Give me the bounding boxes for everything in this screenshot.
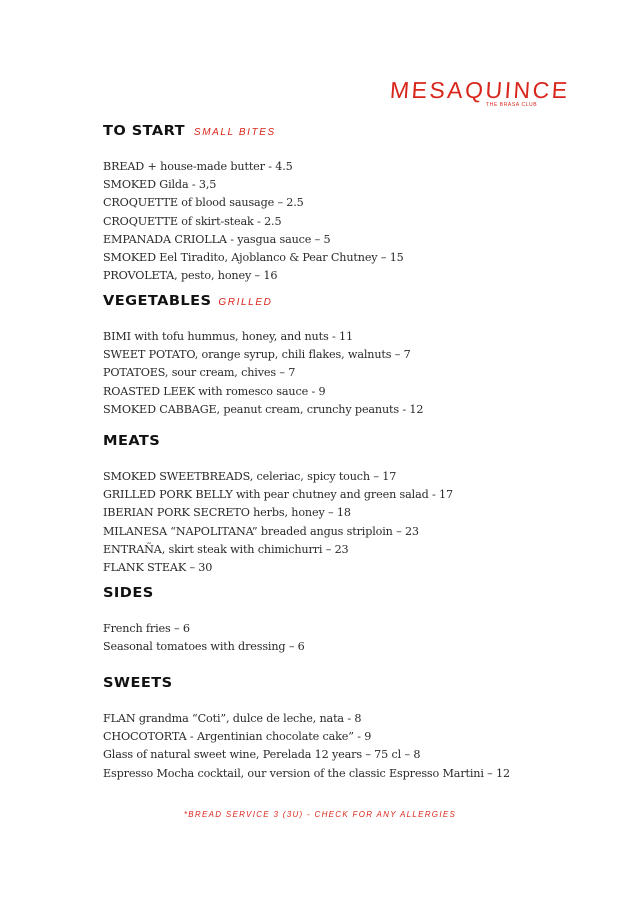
menu-item: French fries – 6 — [103, 622, 190, 635]
menu-item: FLANK STEAK – 30 — [103, 561, 213, 575]
menu-item-list — [103, 620, 305, 656]
menu-item: SMOKED Gilda - 3,5 — [103, 178, 217, 192]
menu-item-list — [103, 710, 510, 783]
menu-item: CHOCOTORTA - Argentinian chocolate cake” - 9 — [103, 730, 372, 744]
section-to-start — [103, 123, 404, 285]
brand-tagline: THE BRASA CLUB — [486, 102, 538, 108]
section-title: SWEETS — [103, 675, 173, 691]
menu-item: BREAD + house-made butter - 4.5 — [103, 160, 293, 173]
menu-item: SMOKED Eel Tiradito, Ajoblanco & Pear Chutney – 15 — [103, 251, 404, 265]
menu-item: CROQUETTE of blood sausage – 2.5 — [103, 196, 304, 210]
menu-item: CROQUETTE of skirt-steak - 2.5 — [103, 214, 282, 228]
menu-item: FLAN grandma “Coti”, dulce de leche, nata - 8 — [103, 712, 362, 725]
menu-item: SMOKED SWEETBREADS, celeriac, spicy touch – 17 — [103, 470, 397, 483]
brand-logo — [389, 77, 571, 108]
menu-item-list — [103, 468, 453, 577]
menu-item: GRILLED PORK BELLY with pear chutney and green salad - 17 — [103, 488, 453, 502]
menu-item: EMPANADA CRIOLLA - yasgua sauce – 5 — [103, 232, 331, 246]
menu-item-list — [103, 158, 404, 285]
section-title: MEATS — [103, 433, 161, 449]
section-subtitle: GRILLED — [218, 297, 273, 308]
section-header — [103, 433, 453, 453]
menu-item: Espresso Mocha cocktail, our version of the classic Espresso Martini – 12 — [103, 766, 510, 780]
menu-item: IBERIAN PORK SECRETO herbs, honey – 18 — [103, 506, 351, 520]
section-title: VEGETABLES — [103, 293, 212, 309]
section-header — [103, 585, 305, 605]
section-sweets — [103, 675, 510, 783]
section-subtitle: SMALL BITES — [193, 127, 276, 138]
menu-item: ENTRAÑA, skirt steak with chimichurri – 23 — [103, 542, 349, 556]
menu-item: Seasonal tomatoes with dressing – 6 — [103, 640, 305, 654]
menu-item: MILANESA “NAPOLITANA” breaded angus striploin – 23 — [103, 524, 419, 538]
menu-item: Glass of natural sweet wine, Perelada 12 years – 75 cl – 8 — [103, 748, 421, 762]
section-title: SIDES — [103, 585, 154, 601]
menu-item: POTATOES, sour cream, chives – 7 — [103, 366, 296, 380]
menu-item-list — [103, 328, 423, 419]
menu-item: PROVOLETA, pesto, honey – 16 — [103, 269, 278, 283]
brand-name: MESAQUINCE — [389, 77, 571, 103]
section-title: TO START — [103, 123, 185, 139]
menu-item: SMOKED CABBAGE, peanut cream, crunchy peanuts - 12 — [103, 402, 424, 416]
section-meats — [103, 433, 453, 577]
section-header — [103, 293, 423, 313]
section-header — [103, 675, 510, 695]
section-header — [103, 123, 404, 143]
menu-item: ROASTED LEEK with romesco sauce - 9 — [103, 384, 326, 398]
menu-item: BIMI with tofu hummus, honey, and nuts - 11 — [103, 330, 353, 343]
menu-item: SWEET POTATO, orange syrup, chili flakes, walnuts – 7 — [103, 348, 411, 362]
footnote: *BREAD SERVICE 3 (3U) - CHECK FOR ANY ALLERGIES — [183, 810, 457, 819]
section-sides — [103, 585, 305, 656]
section-vegetables — [103, 293, 423, 419]
